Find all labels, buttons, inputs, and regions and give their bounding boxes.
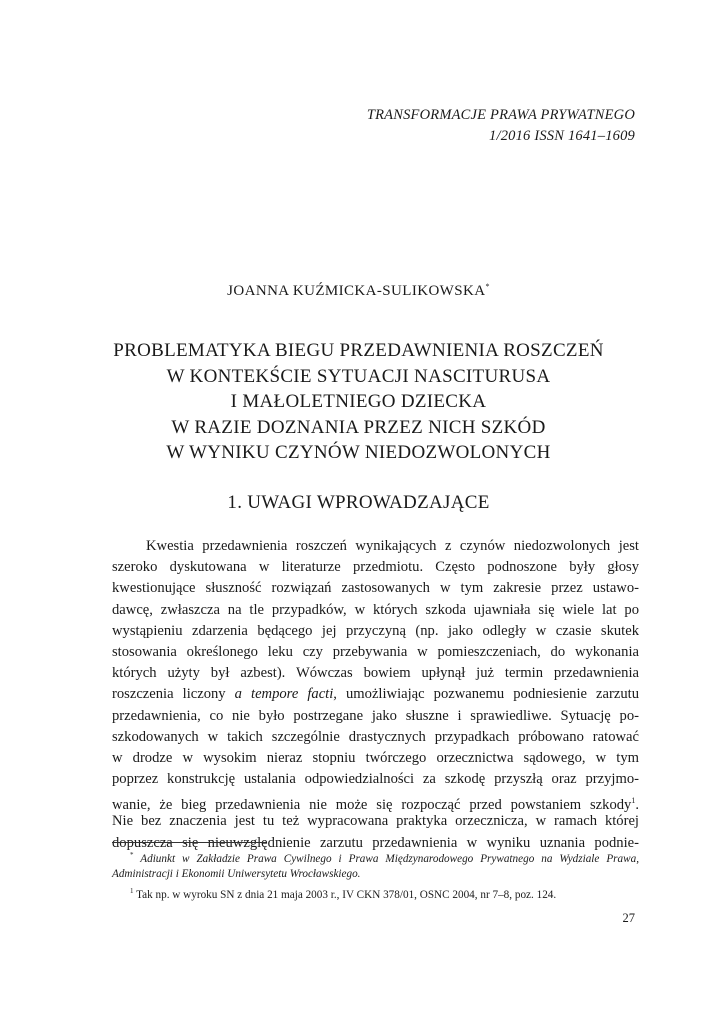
footnote-marker: 1 bbox=[130, 887, 134, 895]
body-line bbox=[112, 684, 639, 705]
section-heading: 1. UWAGI WPROWADZAJĄCE bbox=[227, 492, 490, 513]
title-line: I MAŁOLETNIEGO DZIECKA bbox=[230, 391, 487, 412]
title-line: W RAZIE DOZNANIA PRZEZ NICH SZKÓD bbox=[171, 416, 546, 438]
footnote-separator bbox=[112, 842, 266, 843]
body-line: których użyty był azbest). Wówczas bowiem upłynął już termin przedawnienia bbox=[112, 665, 639, 682]
body-line: w drodze w wysokim nieraz stopniu twórczego orzecznictwa sądowego, w tym bbox=[112, 749, 639, 766]
title-line: W WYNIKU CZYNÓW NIEDOZWOLONYCH bbox=[166, 442, 551, 463]
body-line bbox=[112, 790, 639, 814]
body-line: kwestionujące słuszność rozwiązań zastosowanych w tym zakresie przez ustawo- bbox=[112, 580, 639, 597]
body-line: dawcę, zwłaszcza na tle przypadków, w których szkoda ujawniała się wiele lat po bbox=[112, 601, 639, 618]
footnote-1 bbox=[112, 884, 639, 903]
body-line: Nie bez znaczenia jest tu też wypracowana praktyka orzecznicza, w ramach której bbox=[112, 813, 639, 830]
body-line-part: . bbox=[635, 797, 639, 814]
body-line: Kwestia przedawnienia roszczeń wynikających z czynów niedozwolonych jest bbox=[146, 538, 639, 554]
title-line: W KONTEKŚCIE SYTUACJI NASCITURUSA bbox=[166, 365, 551, 387]
body-line-part: roszczenia liczony bbox=[112, 686, 235, 703]
body-paragraph bbox=[112, 536, 639, 854]
footnote-text: Adiunkt w Zakładzie Prawa Cywilnego i Prawa Międzynarodowego Prywatnego na Wydziale Prawa, Administracji i Ekonomii Uniwersytetu Wrocławskiego. bbox=[112, 853, 639, 880]
journal-issue: 1/2016 ISSN 1641–1609 bbox=[489, 128, 635, 144]
footnote-marker: * bbox=[130, 851, 134, 859]
body-line: przedawnienia, co nie było postrzegane jako słuszne i sprawiedliwe. Sytuację po- bbox=[112, 707, 639, 724]
author-footnote-marker: * bbox=[485, 282, 490, 291]
footnote-ref[interactable]: 1 bbox=[631, 796, 636, 806]
body-line: dopuszcza się nieuwzględnienie zarzutu przedawnienia w wyniku uznania podnie- bbox=[112, 834, 639, 851]
body-line: stosowania określonego leku czy przebywania w pomieszczeniach, do wykonania bbox=[112, 643, 639, 660]
body-line: poprzez konstrukcję ustalania odpowiedzialności za szkodę przyszłą oraz przyjmo- bbox=[112, 771, 639, 788]
latin-phrase: a tempore facti bbox=[234, 686, 334, 703]
body-line: szkodowanych w takich szczególnie drastycznych przypadkach próbowano ratować bbox=[112, 728, 639, 745]
title-line: PROBLEMATYKA BIEGU PRZEDAWNIENIA ROSZCZEŃ bbox=[113, 340, 604, 361]
body-line: wystąpieniu zdarzenia będącego jej przyczyną (np. jako odległy w czasie skutek bbox=[112, 622, 639, 639]
footnote-text: Tak np. w wyroku SN z dnia 21 maja 2003 r., IV CKN 378/01, OSNC 2004, nr 7–8, poz. 124. bbox=[136, 889, 557, 901]
body-line: szeroko dyskutowana w literaturze przedmiotu. Często podnoszone były głosy bbox=[112, 559, 639, 576]
body-line-part: , umożliwiając pozwanemu podniesienie zarzutu bbox=[333, 686, 640, 703]
article-title bbox=[60, 338, 657, 466]
author-name bbox=[0, 282, 717, 300]
author-name-text: JOANNA KUŹMICKA-SULIKOWSKA bbox=[227, 283, 486, 299]
journal-header bbox=[367, 105, 635, 147]
footnotes bbox=[112, 848, 639, 903]
journal-name: TRANSFORMACJE PRAWA PRYWATNEGO bbox=[366, 107, 635, 123]
page-number: 27 bbox=[622, 911, 635, 925]
body-line-part: wanie, że bieg przedawnienia nie może się rozpocząć przed powstaniem szkody bbox=[112, 797, 632, 814]
footnote-author bbox=[112, 848, 639, 882]
